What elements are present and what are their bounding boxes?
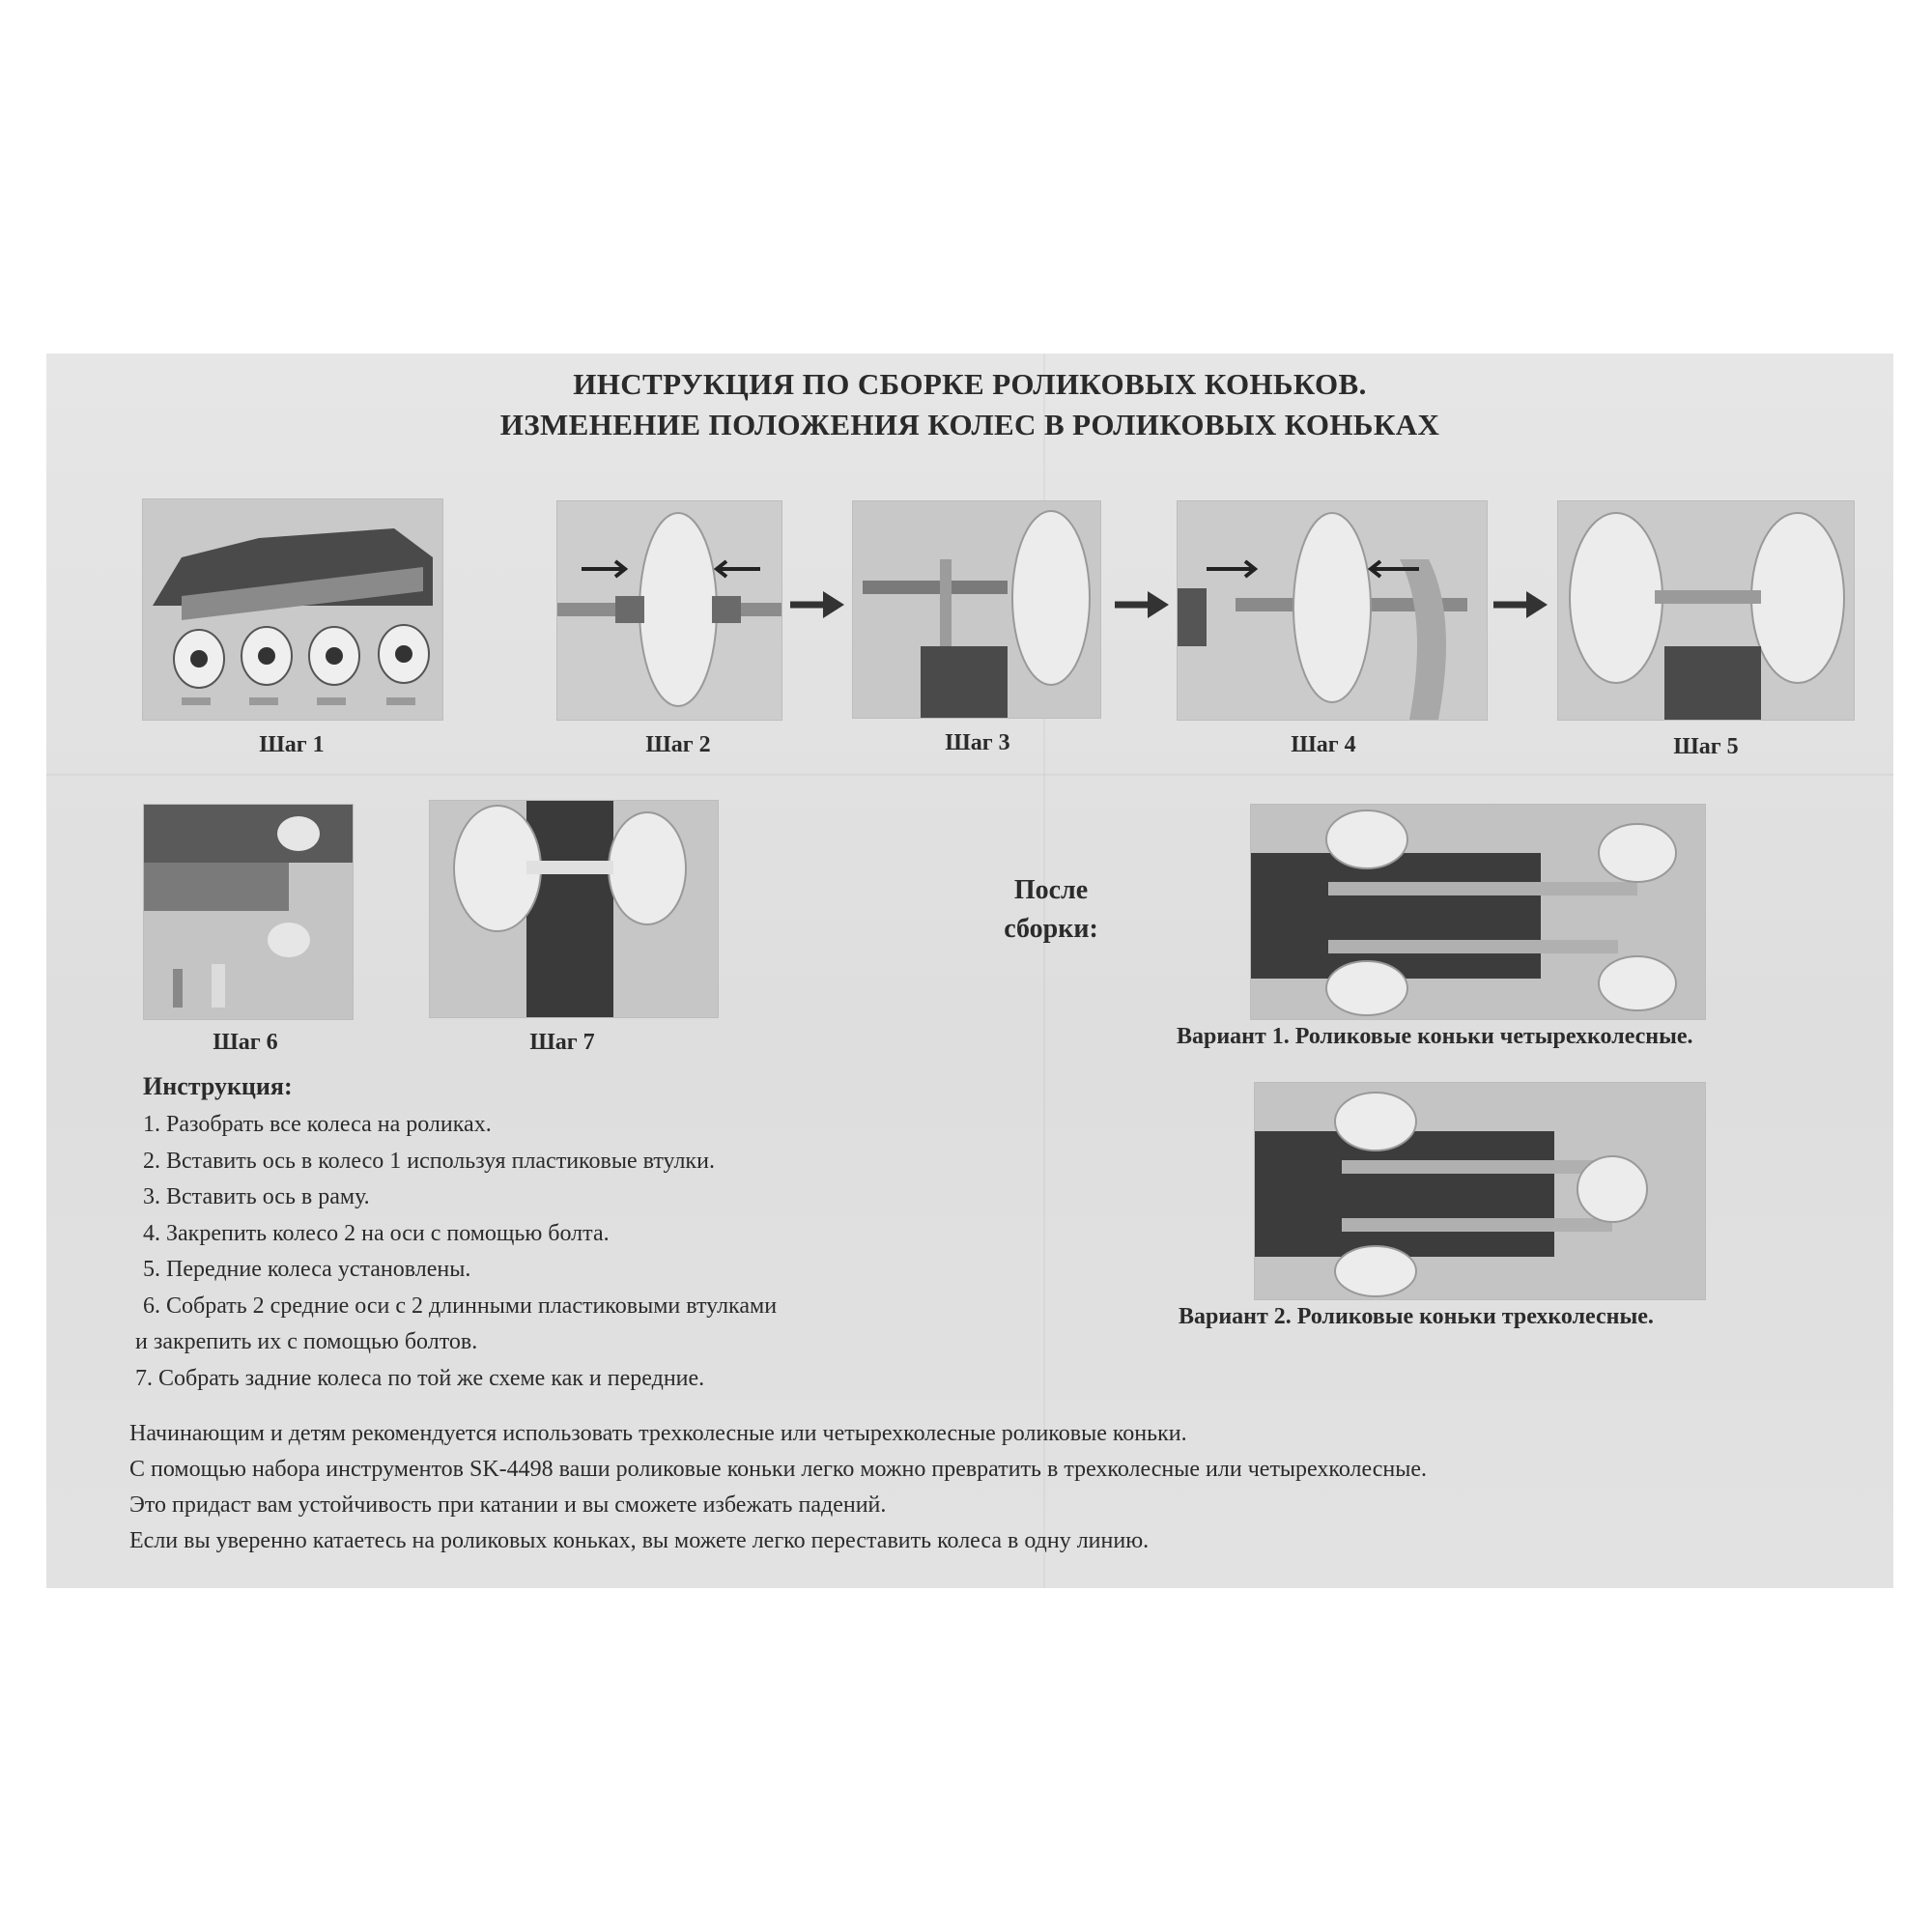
arrow-icon [788, 585, 846, 624]
fold-line-horizontal [46, 774, 1893, 776]
variant-2-caption: Вариант 2. Роликовые коньки трехколесные. [1179, 1304, 1654, 1329]
after-assembly-line-2: сборки: [1004, 914, 1098, 944]
step-5-caption: Шаг 5 [1673, 734, 1739, 759]
instruction-item: 5. Передние колеса установлены. [143, 1257, 471, 1282]
step-5-photo [1557, 500, 1855, 721]
instructions-list [135, 1107, 1063, 1397]
step-3-caption: Шаг 3 [945, 730, 1010, 755]
instructions-title: Инструкция: [143, 1072, 293, 1100]
step-1-photo [142, 498, 443, 721]
instruction-item: 3. Вставить ось в раму. [143, 1184, 370, 1209]
after-assembly-label [954, 871, 1148, 949]
after-assembly-line-1: После [1013, 875, 1089, 905]
paragraph-line: Начинающим и детям рекомендуется использовать трехколесные или четырехколесные роликовые коньки. [129, 1421, 1187, 1446]
variant-1-caption: Вариант 1. Роликовые коньки четырехколесные. [1177, 1024, 1693, 1049]
title-line-1: ИНСТРУКЦИЯ ПО СБОРКЕ РОЛИКОВЫХ КОНЬКОВ. [573, 367, 1367, 401]
paragraph-line: Это придаст вам устойчивость при катании и вы сможете избежать падений. [129, 1492, 887, 1518]
variant-1-photo [1250, 804, 1706, 1020]
instruction-item: и закрепить их с помощью болтов. [135, 1329, 478, 1354]
instruction-item: 1. Разобрать все колеса на роликах. [143, 1112, 492, 1137]
arrow-icon [1492, 585, 1549, 624]
title-line-2: ИЗМЕНЕНИЕ ПОЛОЖЕНИЯ КОЛЕС В РОЛИКОВЫХ КОНЬКАХ [499, 408, 1440, 441]
variant-2-photo [1254, 1082, 1706, 1300]
paragraph-line: Если вы уверенно катаетесь на роликовых коньках, вы можете легко переставить колеса в одну линию. [129, 1528, 1150, 1553]
step-4-photo [1177, 500, 1488, 721]
step-6-photo [143, 804, 354, 1020]
step-7-caption: Шаг 7 [529, 1030, 595, 1055]
arrow-icon [1113, 585, 1171, 624]
step-1-caption: Шаг 1 [259, 732, 325, 757]
instruction-item: 7. Собрать задние колеса по той же схеме как и передние. [135, 1365, 705, 1391]
step-3-photo [852, 500, 1101, 719]
recommendation-paragraph [129, 1416, 1868, 1559]
step-2-photo [556, 500, 782, 721]
step-7-photo [429, 800, 719, 1018]
step-4-caption: Шаг 4 [1291, 732, 1356, 757]
instruction-item: 6. Собрать 2 средние оси с 2 длинными пластиковыми втулками [143, 1293, 778, 1319]
step-6-caption: Шаг 6 [213, 1030, 278, 1055]
step-2-caption: Шаг 2 [645, 732, 711, 757]
paragraph-line: С помощью набора инструментов SK-4498 ваши роликовые коньки легко можно превратить в трехколесные или четырехколесные. [129, 1457, 1428, 1482]
instruction-item: 4. Закрепить колесо 2 на оси с помощью болта. [143, 1220, 610, 1246]
instruction-item: 2. Вставить ось в колесо 1 используя пластиковые втулки. [143, 1148, 715, 1174]
instruction-sheet [46, 354, 1893, 1588]
